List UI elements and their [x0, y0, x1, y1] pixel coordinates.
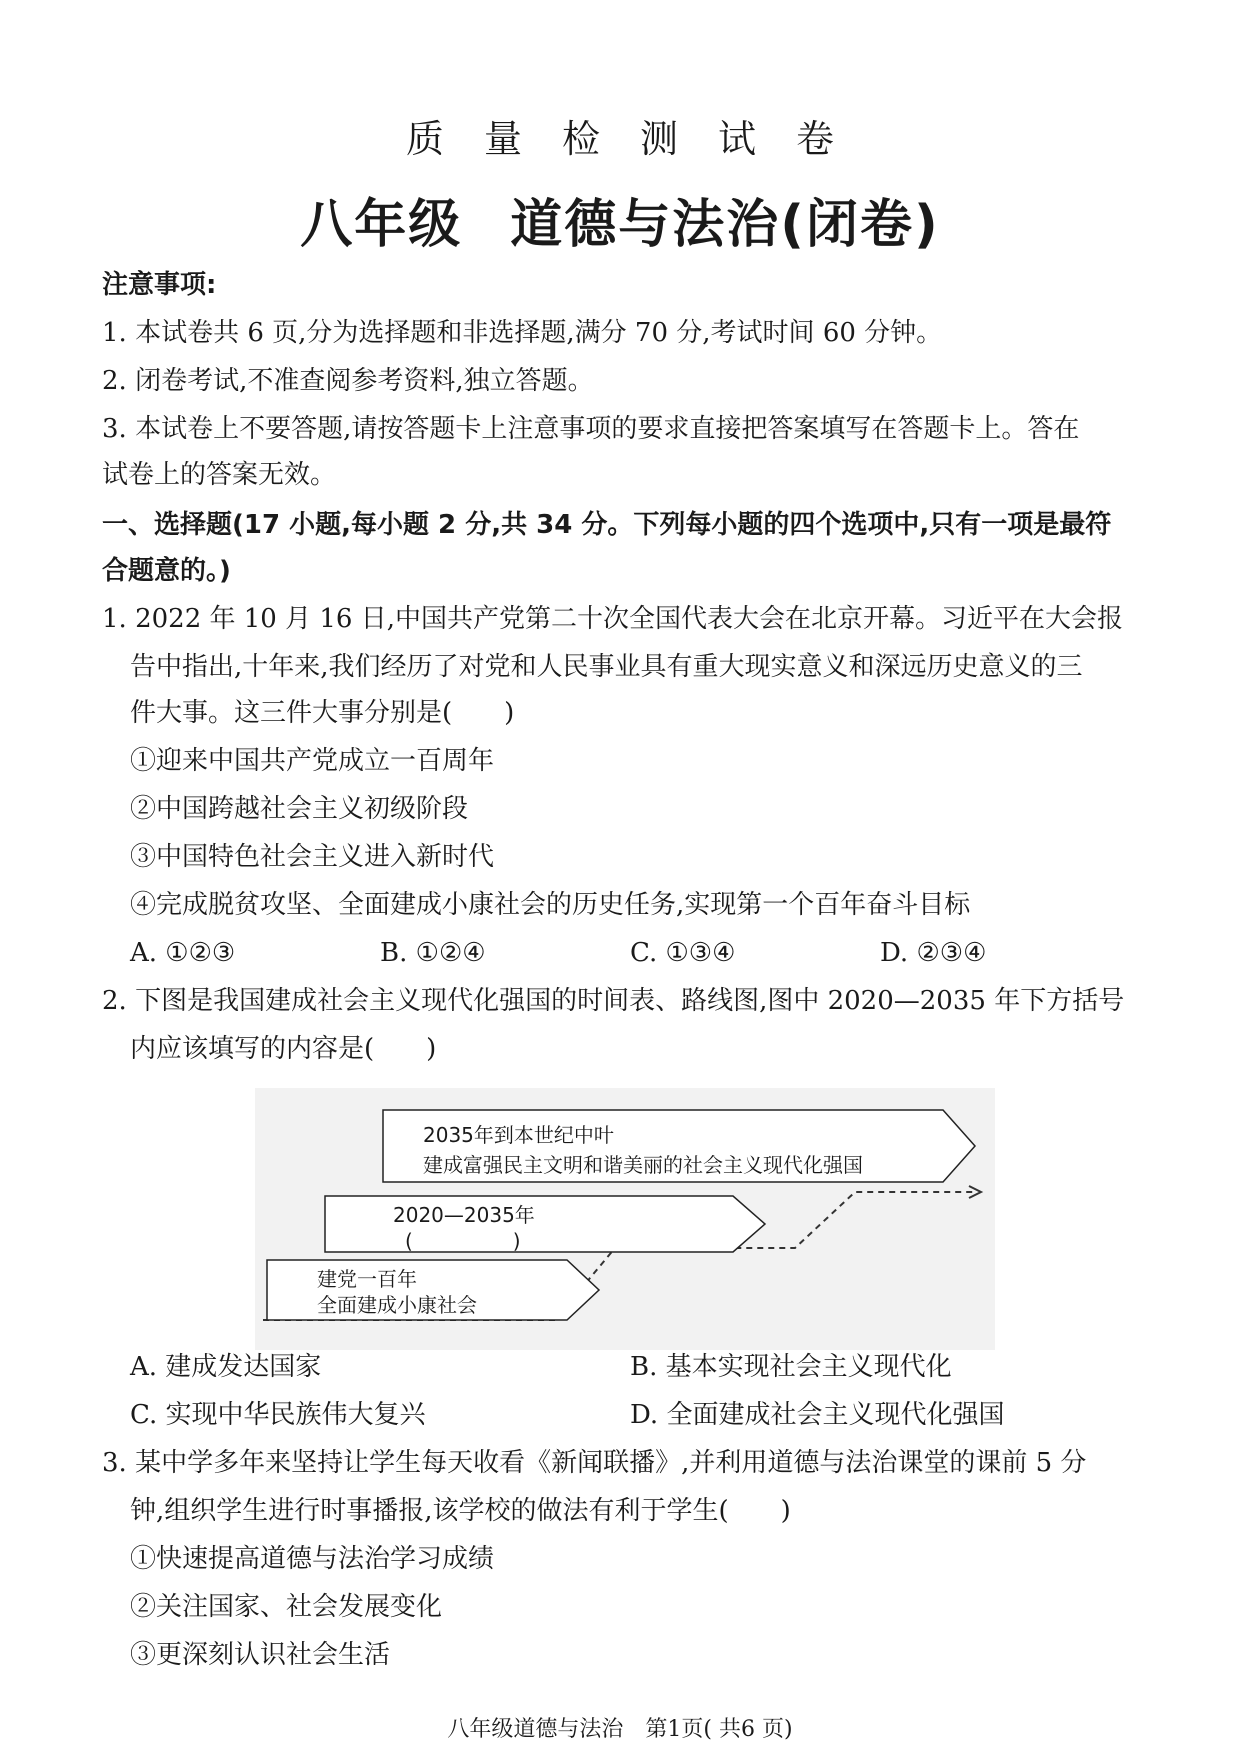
q1-item: ②中国跨越社会主义初级阶段: [130, 794, 469, 824]
notice-heading: 注意事项:: [102, 270, 217, 300]
q2-option-c: C. 实现中华民族伟大复兴: [130, 1400, 426, 1430]
q1-stem-cont: 告中指出,十年来,我们经历了对党和人民事业具有重大现实意义和深远历史意义的三: [130, 652, 1083, 682]
section-heading-cont: 合题意的。): [102, 556, 231, 586]
q2-option-a: A. 建成发达国家: [130, 1352, 322, 1382]
box-2035-line1: 2035年到本世纪中叶: [423, 1123, 614, 1147]
q1-stem-cont: 件大事。这三件大事分别是( ): [130, 698, 515, 728]
q1-item: ①迎来中国共产党成立一百周年: [130, 746, 495, 776]
q3-stem: 3. 某中学多年来坚持让学生每天收看《新闻联播》,并利用道德与法治课堂的课前 5 分: [102, 1448, 1087, 1478]
exam-title: [0, 182, 1240, 257]
q2-stem: 2. 下图是我国建成社会主义现代化强国的时间表、路线图,图中 2020—2035 年下方括号: [102, 986, 1125, 1016]
box-2035-line2: 建成富强民主文明和谐美丽的社会主义现代化强国: [423, 1153, 863, 1177]
notice-item-3-cont: 试卷上的答案无效。: [102, 460, 337, 490]
q3-item: ③更深刻认识社会生活: [130, 1640, 391, 1670]
notice-item-3: 3. 本试卷上不要答题,请按答题卡上注意事项的要求直接把答案填写在答题卡上。答在: [102, 414, 1080, 444]
q1-option-a: A. ①②③: [130, 938, 236, 968]
q1-stem: 1. 2022 年 10 月 16 日,中国共产党第二十次全国代表大会在北京开幕。习近平在大会报: [102, 604, 1123, 634]
exam-subtitle: 质量检测试卷: [405, 117, 874, 161]
q1-option-d: D. ②③④: [880, 938, 987, 968]
q3-item: ②关注国家、社会发展变化: [130, 1592, 443, 1622]
q3-item: ①快速提高道德与法治学习成绩: [130, 1544, 495, 1574]
q1-item: ④完成脱贫攻坚、全面建成小康社会的历史任务,实现第一个百年奋斗目标: [130, 890, 971, 920]
section-heading: 一、选择题(17 小题,每小题 2 分,共 34 分。下列每小题的四个选项中,只有一项是最符: [102, 510, 1112, 540]
notice-item-2: 2. 闭卷考试,不准查阅参考资料,独立答题。: [102, 366, 594, 396]
q1-item: ③中国特色社会主义进入新时代: [130, 842, 495, 872]
page-footer: 八年级道德与法治 第1页( 共6 页): [447, 1717, 793, 1742]
roadmap-box-2020: [325, 1196, 765, 1252]
box-2020-line1: 2020—2035年: [393, 1203, 535, 1227]
q1-option-b: B. ①②④: [380, 938, 486, 968]
q2-option-b: B. 基本实现社会主义现代化: [630, 1352, 952, 1382]
notice-item-1: 1. 本试卷共 6 页,分为选择题和非选择题,满分 70 分,考试时间 60 分钟。: [102, 318, 943, 348]
q1-option-c: C. ①③④: [630, 938, 736, 968]
q2-option-d: D. 全面建成社会主义现代化强国: [630, 1400, 1005, 1430]
q2-stem-cont: 内应该填写的内容是( ): [130, 1034, 437, 1064]
roadmap-diagram: [255, 1088, 995, 1350]
q3-stem-cont: 钟,组织学生进行时事播报,该学校的做法有利于学生( ): [130, 1496, 791, 1526]
box-2020-line2: ( ): [405, 1229, 521, 1253]
box-2021-line2: 全面建成小康社会: [317, 1293, 477, 1317]
title-grade: 八年级: [300, 195, 463, 255]
box-2021-line1: 建党一百年: [317, 1267, 417, 1291]
title-subject: 道德与法治(闭卷): [510, 195, 940, 255]
